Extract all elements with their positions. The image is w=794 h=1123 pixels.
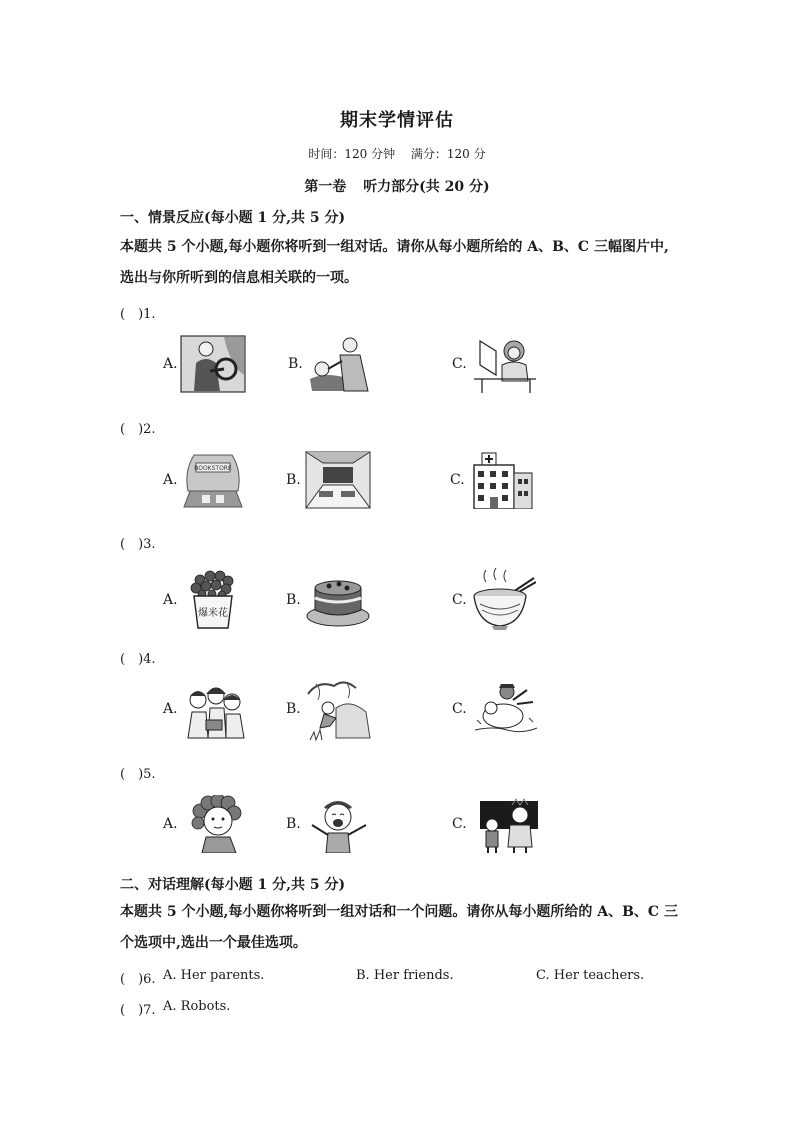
q6-option-c: C. Her teachers. — [536, 968, 645, 983]
exam-time: 时间：120 分钟 — [308, 147, 396, 161]
q5-option-c-label: C. — [452, 816, 467, 832]
q3-option-a-label: A. — [163, 592, 178, 608]
dentist-icon — [306, 335, 372, 393]
question-3-number: ( )3. — [120, 537, 156, 552]
noodles-icon — [470, 568, 536, 630]
friends-icon — [182, 682, 248, 740]
q6-option-a: A. Her parents. — [163, 968, 265, 983]
section1-instruction: 本题共 5 个小题,每小题你将听到一组对话。请你从每小题所给的 A、B、C 三幅图片中,选出与你所听到的信息相关联的一项。 — [120, 239, 669, 286]
classroom-icon — [305, 451, 371, 509]
driver-icon — [180, 335, 246, 393]
section1-heading: 一、情景反应(每小题 1 分,共 5 分) — [120, 210, 346, 226]
q4-option-b-label: B. — [286, 701, 301, 717]
q5-option-a-label: A. — [163, 816, 178, 832]
section2-heading: 二、对话理解(每小题 1 分,共 5 分) — [120, 877, 346, 893]
laughing-boy-icon — [306, 795, 372, 853]
popcorn-label-text: 爆米花 — [198, 608, 228, 619]
exam-meta — [0, 145, 794, 162]
q1-option-a-label: A. — [163, 356, 178, 372]
climbing-icon — [306, 678, 372, 742]
snowman-icon — [473, 680, 539, 738]
family-icon — [476, 795, 542, 853]
exam-score: 满分：120 分 — [410, 147, 486, 161]
part-name: 第一卷 — [304, 179, 347, 195]
q3-option-b-label: B. — [286, 592, 301, 608]
question-1-number: ( )1. — [120, 307, 156, 322]
cake-icon — [305, 570, 371, 628]
part-desc: 听力部分(共 20 分) — [363, 179, 490, 195]
section2-instruction: 本题共 5 个小题,每小题你将听到一组对话和一个问题。请你从每小题所给的 A、B、C 三个选项中,选出一个最佳选项。 — [120, 904, 678, 951]
q1-option-b-label: B. — [288, 356, 303, 372]
question-7-number: ( )7. — [120, 1003, 156, 1018]
page-title: 期末学情评估 — [340, 110, 454, 131]
q5-option-b-label: B. — [286, 816, 301, 832]
q2-option-a-label: A. — [163, 472, 178, 488]
q2-option-c-label: C. — [450, 472, 465, 488]
question-2-number: ( )2. — [120, 422, 156, 437]
computer-user-icon — [472, 335, 538, 393]
question-4-number: ( )4. — [120, 652, 156, 667]
q3-option-c-label: C. — [452, 592, 467, 608]
q4-option-c-label: C. — [452, 701, 467, 717]
part-heading — [0, 176, 794, 196]
bookstore-sign-text: BOOKSTORE — [194, 465, 232, 472]
question-6-number: ( )6. — [120, 972, 156, 987]
curly-kid-icon — [186, 795, 252, 853]
q2-option-b-label: B. — [286, 472, 301, 488]
q1-option-c-label: C. — [452, 356, 467, 372]
popcorn-icon — [180, 568, 246, 630]
question-5-number: ( )5. — [120, 767, 156, 782]
q4-option-a-label: A. — [163, 701, 178, 717]
q7-option-a: A. Robots. — [163, 999, 231, 1014]
hospital-icon — [470, 451, 536, 509]
q6-option-b: B. Her friends. — [356, 968, 454, 983]
bookstore-icon — [180, 451, 246, 509]
